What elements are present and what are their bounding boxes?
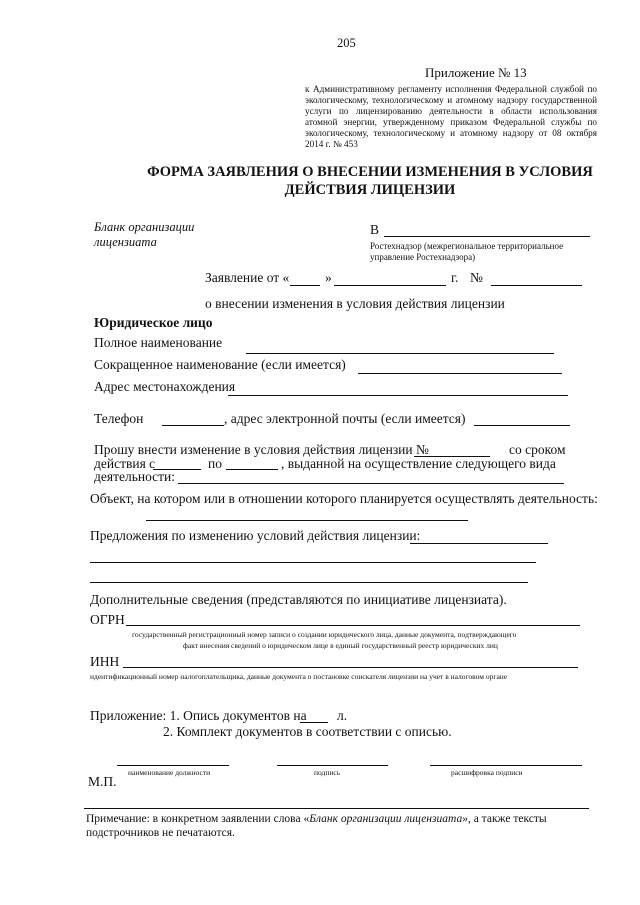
statement-year-suffix: г. xyxy=(451,270,459,285)
addressee-field[interactable] xyxy=(384,236,590,237)
ogrn-caption-2: факт внесения сведений о юридическом лице в единый государственный реестр юридических лиц xyxy=(183,641,498,650)
blank-org-line2: лицензиата xyxy=(94,235,157,249)
additional-info: Дополнительные сведения (представляются по инициативе лицензиата). xyxy=(90,592,507,607)
statement-month-field[interactable] xyxy=(334,285,446,286)
rostekhnadzor-caption-2: управление Ростехнадзора) xyxy=(370,252,476,262)
request-term: со сроком xyxy=(509,442,566,457)
position-caption: наименование должности xyxy=(128,768,211,777)
signature-caption: подпись xyxy=(314,768,341,777)
attachment-prefix: Приложение: 1. Опись документов на xyxy=(90,708,307,723)
ogrn-caption-1: государственный регистрационный номер записи о создании юридического лица, данные документа, подтверждающего xyxy=(132,630,517,639)
object-label: Объект, на котором или в отношении которого планируется осуществлять деятельность: xyxy=(90,491,598,506)
address-label: Адрес местонахождения xyxy=(94,379,236,394)
inn-label: ИНН xyxy=(90,654,120,669)
form-title-line1: ФОРМА ЗАЯВЛЕНИЯ О ВНЕСЕНИИ ИЗМЕНЕНИЯ В УСЛОВИЯ xyxy=(147,164,593,180)
email-field[interactable] xyxy=(474,425,570,426)
rostekhnadzor-caption-1: Ростехнадзор (межрегиональное территориальное xyxy=(370,241,564,251)
appendix-text: к Административному регламенту исполнения Федеральной службой по экологическому, технологическому и атомному надзору государственной услуги по лицензированию деятельности в области использования атомной энергии, утвержденному приказом Федеральной службы по экологическому, технологическому и атомному надзору от 08 октября 2014 г. № 453 xyxy=(305,84,597,149)
note xyxy=(86,812,586,840)
note-divider xyxy=(84,808,589,809)
stamp-label: М.П. xyxy=(88,774,117,789)
date-to-field[interactable] xyxy=(226,469,278,470)
statement-quote-close: » xyxy=(325,270,332,285)
position-field[interactable] xyxy=(117,765,229,766)
note-italic: Бланк организации лицензиата xyxy=(309,813,463,825)
email-label: , адрес электронной почты (если имеется) xyxy=(224,411,466,426)
inn-caption: идентификационный номер налогоплательщика, данные документа о постановке соискателя лицензии на учет в налоговом органе xyxy=(90,672,508,681)
inn-field[interactable] xyxy=(123,667,578,668)
phone-field[interactable] xyxy=(162,425,224,426)
statement-number-field[interactable] xyxy=(491,285,582,286)
decode-field[interactable] xyxy=(430,765,582,766)
decode-caption: расшифровка подписи xyxy=(451,768,523,777)
statement-number-sign: № xyxy=(470,270,483,285)
blank-org-line1: Бланк организации xyxy=(94,220,195,234)
address-field[interactable] xyxy=(228,395,568,396)
proposals-field-3[interactable] xyxy=(90,582,528,583)
full-name-label: Полное наименование xyxy=(94,335,223,350)
request-prefix: Прошу внести изменение в условия действия лицензии № xyxy=(94,442,429,457)
activity-field[interactable] xyxy=(178,483,564,484)
signature-field[interactable] xyxy=(277,765,388,766)
object-field[interactable] xyxy=(146,520,468,521)
attachment-pages-field[interactable] xyxy=(300,722,328,723)
statement-day-field[interactable] xyxy=(290,285,320,286)
request-to: по xyxy=(208,456,222,471)
ogrn-label: ОГРН xyxy=(90,612,125,627)
note-suffix: », а также тексты подстрочников не печатаются. xyxy=(86,813,547,839)
statement-subject: о внесении изменения в условия действия лицензии xyxy=(205,296,505,311)
short-name-field[interactable] xyxy=(358,373,562,374)
form-title xyxy=(100,163,640,199)
full-name-field[interactable] xyxy=(246,353,554,354)
request-from: действия с xyxy=(94,456,156,471)
proposals-label: Предложения по изменению условий действия лицензии: xyxy=(90,528,421,543)
to-label: В xyxy=(370,222,380,237)
form-title-line2: ДЕЙСТВИЯ ЛИЦЕНЗИИ xyxy=(284,182,456,198)
statement-prefix: Заявление от « xyxy=(205,270,290,285)
attachment-suffix: л. xyxy=(337,708,348,723)
legal-entity-heading: Юридическое лицо xyxy=(94,315,213,330)
short-name-label: Сокращенное наименование (если имеется) xyxy=(94,357,346,372)
phone-label: Телефон xyxy=(94,411,144,426)
proposals-field-2[interactable] xyxy=(90,562,536,563)
proposals-field-1[interactable] xyxy=(410,543,548,544)
request-issued: , выданной на осуществление следующего вида xyxy=(281,456,556,471)
page-number: 205 xyxy=(337,36,356,50)
request-activity: деятельности: xyxy=(94,469,176,484)
appendix-title: Приложение № 13 xyxy=(425,65,527,80)
note-prefix: Примечание: в конкретном заявлении слова « xyxy=(86,813,310,825)
ogrn-field[interactable] xyxy=(126,625,580,626)
attachment-item-2: 2. Комплект документов в соответствии с описью. xyxy=(163,724,452,739)
